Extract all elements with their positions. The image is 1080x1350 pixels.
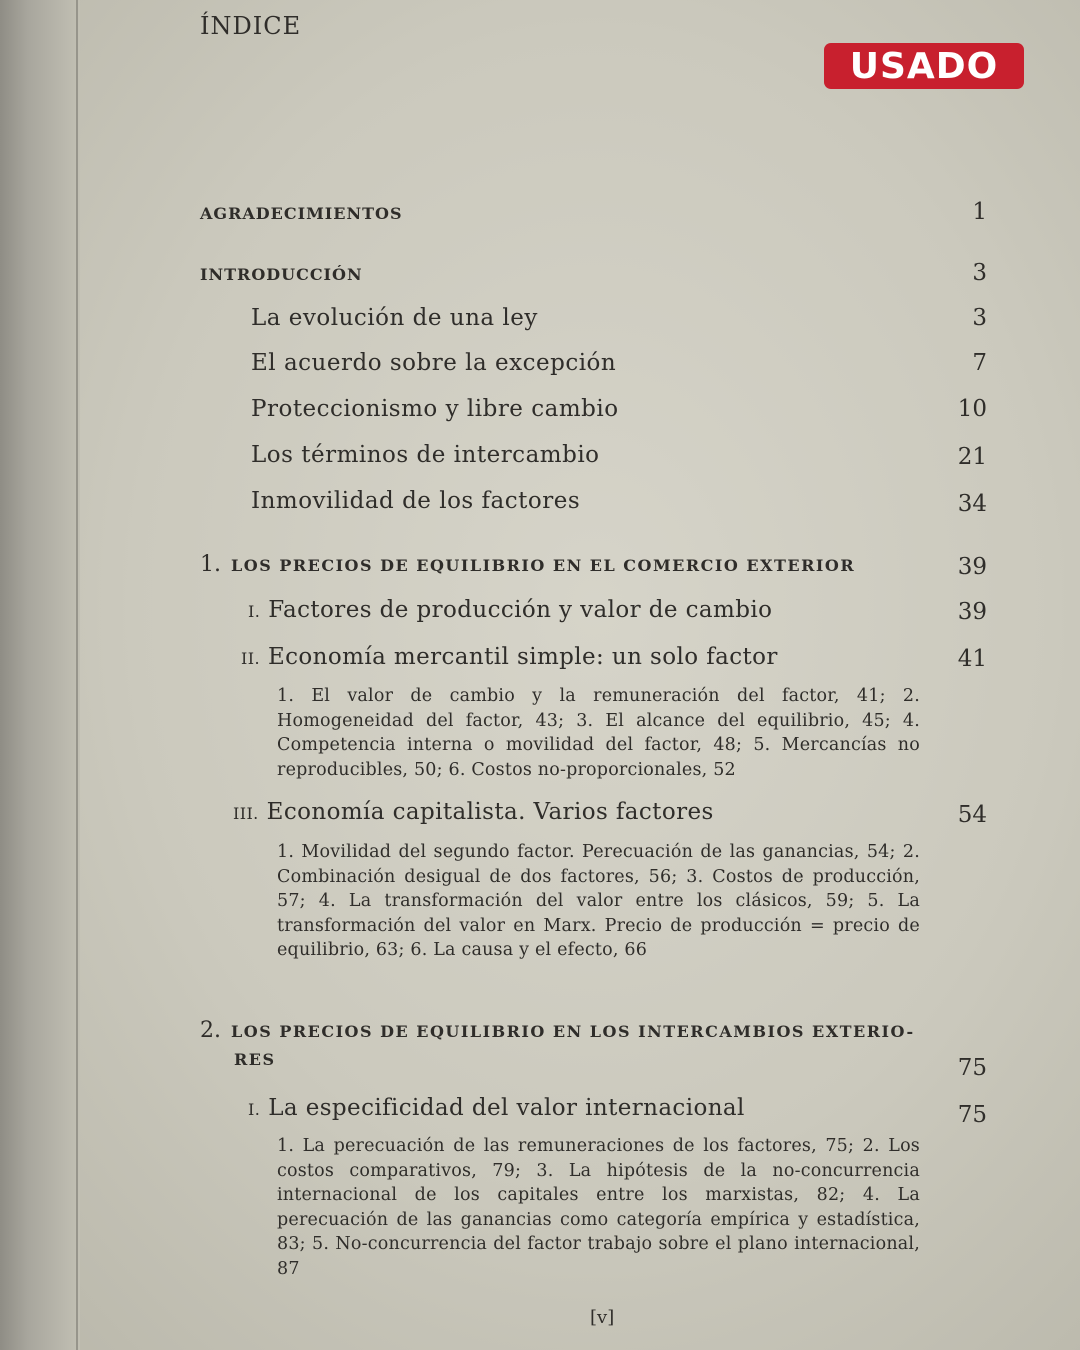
- chapter-1-heading: [200, 552, 855, 577]
- toc-page: 10: [957, 396, 987, 422]
- section-page: 39: [957, 599, 987, 625]
- section-2-1: [248, 1095, 745, 1121]
- book-gutter-shadow: [0, 0, 80, 1350]
- chapter-2-page: 75: [957, 1055, 987, 1081]
- section-page: 54: [957, 802, 987, 828]
- chapter-title-continued: RES: [234, 1050, 276, 1069]
- section-subtopics: 1. El valor de cambio y la remuneración del factor, 41; 2. Homogeneidad del factor, 43; 3. El alcance del equilibrio, 45; 4. Competencia interna o movilidad del factor, 48; 5. Mercancías no reproducibles, 50; 6. Costos no-proporcionales, 52: [277, 686, 920, 780]
- section-1-1: [248, 597, 772, 623]
- section-numeral: II.: [241, 649, 260, 668]
- section-subtopics: 1. Movilidad del segundo factor. Perecuación de las ganancias, 54; 2. Combinación desigual de dos factores, 56; 3. Costos de producción, 57; 4. La transformación del valor entre los clásicos, 59; 5. La transformación del valor en Marx. Precio de producción = precio de equilibrio, 63; 6. La causa y el efecto, 66: [277, 842, 920, 960]
- section-1-2: [241, 644, 778, 670]
- toc-page: 7: [972, 350, 987, 376]
- section-numeral: I.: [248, 1100, 261, 1119]
- page-folio: [v]: [590, 1307, 615, 1328]
- toc-page-introduccion: 3: [972, 260, 987, 286]
- toc-entry: La evolución de una ley: [251, 305, 538, 331]
- toc-page: 21: [957, 444, 987, 470]
- toc-entry: El acuerdo sobre la excepción: [251, 350, 617, 376]
- section-title: La especificidad del valor internacional: [268, 1095, 745, 1121]
- usado-badge: USADO: [824, 43, 1024, 89]
- toc-page: 3: [972, 305, 987, 331]
- section-numeral: III.: [233, 804, 259, 823]
- toc-page: 34: [957, 491, 987, 517]
- toc-entry: Inmovilidad de los factores: [251, 488, 581, 514]
- section-subtopics: 1. La perecuación de las remuneraciones de los factores, 75; 2. Los costos comparativos, 79; 3. La hipótesis de la no-concurrencia internacional de los capitales entre los marxistas, 82; 4. La perecuación de las ganancias como categoría empírica y estadística, 83; 5. No-concurrencia del factor trabajo sobre el plano internacional, 87: [277, 1136, 920, 1279]
- chapter-number: 1.: [200, 552, 221, 577]
- chapter-2-heading: [200, 1018, 915, 1043]
- chapter-number: 2.: [200, 1018, 221, 1043]
- toc-entry: Proteccionismo y libre cambio: [251, 396, 619, 422]
- section-title: Factores de producción y valor de cambio: [268, 597, 773, 623]
- section-page: 75: [957, 1102, 987, 1128]
- book-spine-line: [76, 0, 78, 1350]
- section-title: Economía mercantil simple: un solo factor: [267, 644, 778, 670]
- chapter-title: LOS PRECIOS DE EQUILIBRIO EN LOS INTERCAMBIOS EXTERIO-: [231, 1022, 915, 1041]
- section-numeral: I.: [248, 602, 261, 621]
- toc-entry: Los términos de intercambio: [251, 442, 600, 468]
- section-page: 41: [957, 646, 987, 672]
- chapter-1-page: 39: [957, 554, 987, 580]
- toc-entry-introduccion: INTRODUCCIÓN: [200, 265, 363, 284]
- page-heading: ÍNDICE: [200, 12, 302, 40]
- chapter-title: LOS PRECIOS DE EQUILIBRIO EN EL COMERCIO EXTERIOR: [231, 556, 856, 575]
- section-title: Economía capitalista. Varios factores: [266, 799, 714, 825]
- toc-page-agradecimientos: 1: [972, 199, 987, 225]
- toc-entry-agradecimientos: AGRADECIMIENTOS: [200, 204, 403, 223]
- section-1-3: [233, 799, 714, 825]
